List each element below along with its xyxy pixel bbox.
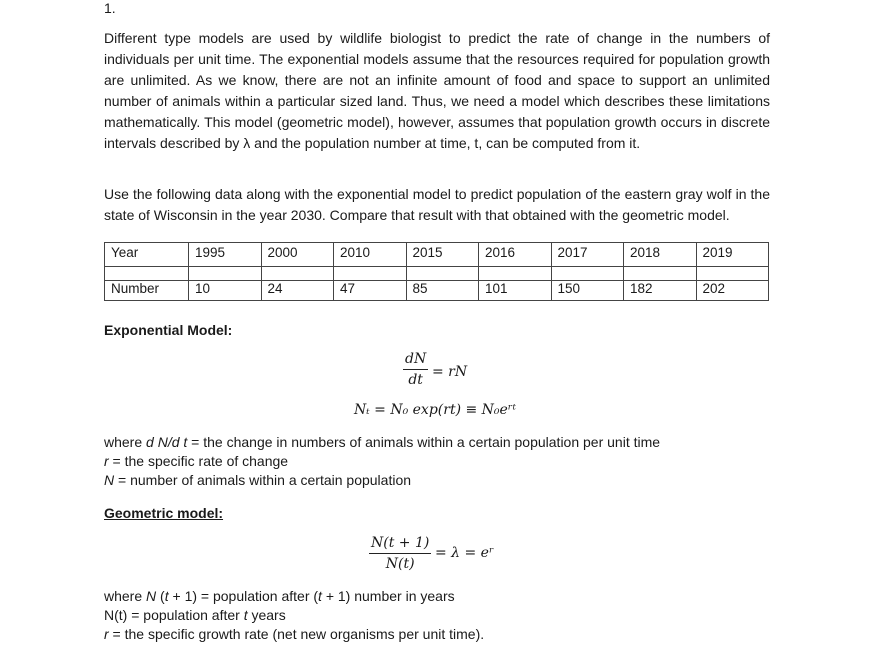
table-gap-row bbox=[105, 267, 769, 281]
task-paragraph: Use the following data along with the exponential model to predict population of the eastern gray wolf in the state of Wisconsin in the year 2030. Compare that result with that obtained with the geometric model. bbox=[104, 186, 770, 223]
number-cell: 182 bbox=[624, 281, 697, 301]
number-cell: 85 bbox=[406, 281, 479, 301]
definition-n: N = number of animals within a certain population bbox=[104, 472, 412, 488]
number-cell: 47 bbox=[334, 281, 407, 301]
exponential-model-heading: Exponential Model: bbox=[104, 322, 233, 338]
number-cell: 150 bbox=[551, 281, 624, 301]
fraction-numerator: dN bbox=[403, 351, 428, 370]
exponential-definitions bbox=[104, 433, 660, 490]
number-cell: 24 bbox=[261, 281, 334, 301]
dn-dt-fraction bbox=[403, 351, 428, 388]
geometric-fraction bbox=[369, 535, 431, 572]
year-cell: 2000 bbox=[261, 243, 334, 267]
year-row bbox=[105, 243, 769, 267]
definition-n-t: N(t) = population after t years bbox=[104, 607, 286, 623]
definition-n-t-plus-1: where N (t + 1) = population after (t + 1) number in years bbox=[104, 588, 455, 604]
number-label: Number bbox=[105, 281, 189, 301]
intro-paragraph: Different type models are used by wildlife biologist to predict the rate of change in the numbers of individuals per unit time. The exponential models assume that the resources required for population growth are unlimited. As we know, there are not an infinite amount of food and space to support an unlimited number of animals within a particular sized land. Thus, we need a model which describes these limitations mathematically. This model (geometric model), however, assumes that population growth occurs in discrete intervals described by λ and the population number at time, t, can be computed from it. bbox=[104, 30, 770, 151]
year-cell: 2016 bbox=[479, 243, 552, 267]
year-cell: 2010 bbox=[334, 243, 407, 267]
year-cell: 1995 bbox=[189, 243, 262, 267]
geometric-model-heading: Geometric model: bbox=[104, 505, 224, 521]
fraction-denominator: N(t) bbox=[385, 556, 415, 572]
definition-r: r = the specific rate of change bbox=[104, 453, 289, 469]
fraction-numerator: N(t + 1) bbox=[369, 535, 431, 554]
geometric-rhs: = λ = eʳ bbox=[435, 545, 494, 561]
number-cell: 10 bbox=[189, 281, 262, 301]
number-cell: 202 bbox=[696, 281, 769, 301]
exponential-solution-equation: Nₜ = N₀ exp(rt) ≡ N₀eʳᵗ bbox=[354, 402, 517, 418]
fraction-denominator: dt bbox=[408, 372, 423, 388]
year-cell: 2018 bbox=[624, 243, 697, 267]
question-number: 1. bbox=[104, 0, 116, 16]
year-cell: 2017 bbox=[551, 243, 624, 267]
year-label: Year bbox=[105, 243, 189, 267]
geometric-definitions bbox=[104, 587, 484, 644]
exponential-rhs: = rN bbox=[432, 364, 468, 380]
population-table bbox=[104, 242, 769, 301]
number-cell: 101 bbox=[479, 281, 552, 301]
year-cell: 2019 bbox=[696, 243, 769, 267]
year-cell: 2015 bbox=[406, 243, 479, 267]
definition-dndt: where d N/d t = the change in numbers of animals within a certain population per unit time bbox=[104, 434, 661, 450]
number-row bbox=[105, 281, 769, 301]
definition-growth-rate: r = the specific growth rate (net new organisms per unit time). bbox=[104, 626, 485, 642]
